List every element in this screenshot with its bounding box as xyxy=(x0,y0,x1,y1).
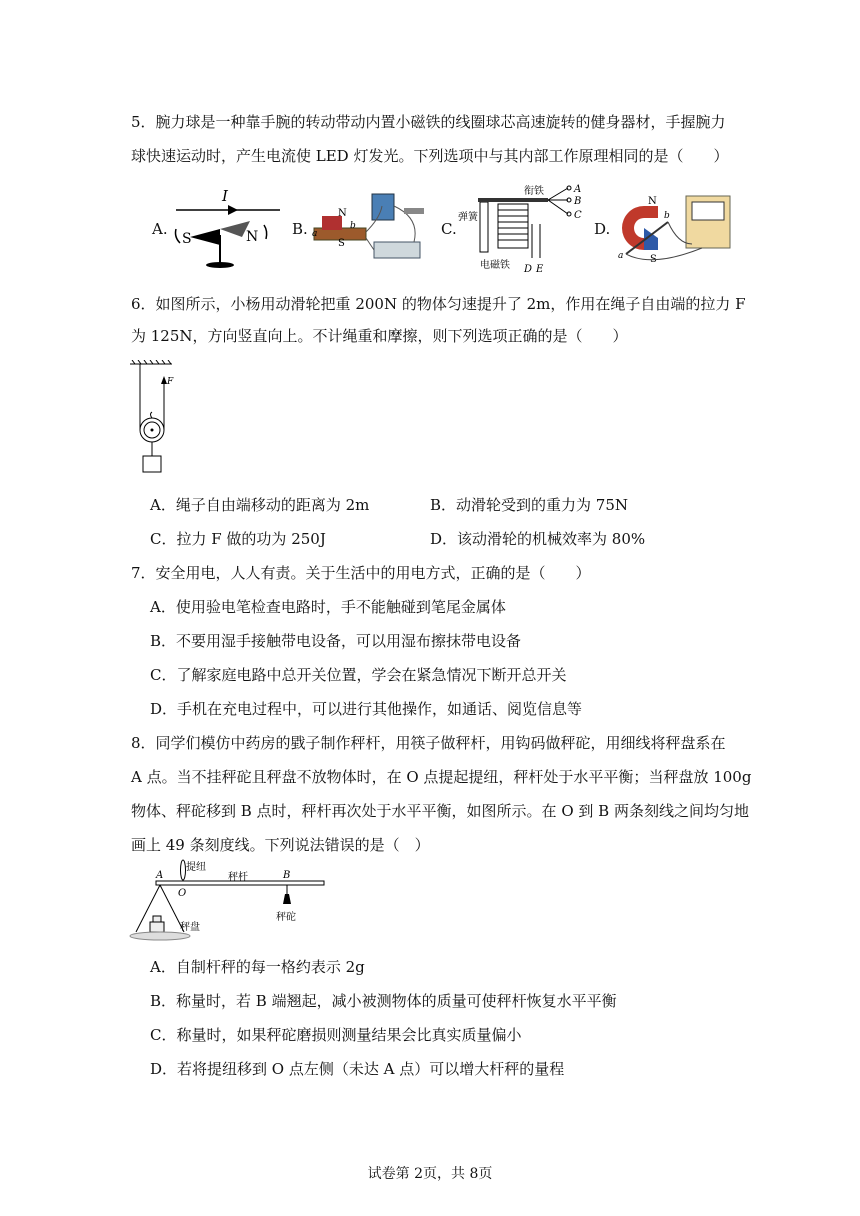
fig-d-b-label: b xyxy=(664,211,670,221)
q8-option-c[interactable]: C．称量时，如果秤砣磨损则测量结果会比真实质量偏小 xyxy=(150,1026,522,1044)
fig-c-c-label: C xyxy=(574,210,582,221)
q6-text-line2: 为 125N，方向竖直向上。不计绳重和摩擦，则下列选项正确的是（ ） xyxy=(131,327,628,345)
q5-option-a-label[interactable]: A. xyxy=(152,220,168,238)
q5-figure-c xyxy=(458,180,588,275)
fig-a-s-label: S xyxy=(182,231,192,247)
fig-a-current-label: I xyxy=(222,187,228,205)
fig-d-a-label: a xyxy=(618,251,624,261)
fig-b-n-label: N xyxy=(338,208,347,219)
q8-point-b-label: B xyxy=(283,870,291,881)
q6-option-b[interactable]: B．动滑轮受到的重力为 75N xyxy=(430,496,629,514)
fig-c-electromagnet-label: 电磁铁 xyxy=(480,260,510,271)
q8-point-a-label: A xyxy=(156,870,164,881)
fig-c-e-label: E xyxy=(536,264,544,275)
fig-c-b-label: B xyxy=(574,196,582,207)
q6-option-d[interactable]: D．该动滑轮的机械效率为 80% xyxy=(430,530,646,548)
q7-option-c[interactable]: C．了解家庭电路中总开关位置，学会在紧急情况下断开总开关 xyxy=(150,666,567,684)
q8-pan-label: 秤盘 xyxy=(180,922,200,933)
q8-steelyard-figure xyxy=(128,858,328,948)
q7-text-line1: 7．安全用电，人人有责。关于生活中的用电方式，正确的是（ ） xyxy=(131,564,591,582)
q6-option-c[interactable]: C．拉力 F 做的功为 250J xyxy=(150,530,326,548)
q5-figure-b xyxy=(310,188,435,268)
q8-option-a[interactable]: A．自制杆秤的每一格约表示 2g xyxy=(150,958,365,976)
q8-text-line4: 画上 49 条刻度线。下列说法错误的是（ ） xyxy=(131,836,430,854)
q6-pulley-figure xyxy=(128,360,188,480)
q8-point-o-label: O xyxy=(178,888,187,899)
q7-option-b[interactable]: B．不要用湿手接触带电设备，可以用湿布擦抹带电设备 xyxy=(150,632,522,650)
page-footer: 试卷第 2页，共 8页 xyxy=(367,1166,493,1182)
q6-force-label: F xyxy=(167,377,174,387)
q6-text-line1: 6．如图所示，小杨用动滑轮把重 200N 的物体匀速提升了 2m，作用在绳子自由端的拉力 F xyxy=(131,295,746,313)
fig-a-n-label: N xyxy=(246,229,259,245)
q8-option-b[interactable]: B．称量时，若 B 端翘起，减小被测物体的质量可使秤杆恢复水平平衡 xyxy=(150,992,617,1010)
q8-knob-label: 提纽 xyxy=(186,862,206,873)
q5-option-b-label[interactable]: B. xyxy=(292,220,308,238)
q8-text-line3: 物体、秤砣移到 B 点时，秤杆再次处于水平平衡，如图所示。在 O 到 B 两条刻线之间均匀地 xyxy=(131,802,749,820)
q5-figure-d xyxy=(612,188,737,268)
q8-weight-label: 秤砣 xyxy=(276,912,296,923)
q5-text-line1: 5．腕力球是一种靠手腕的转动带动内置小磁铁的线圈球芯高速旋转的健身器材，手握腕力 xyxy=(131,113,726,131)
fig-b-a-label: a xyxy=(312,229,318,239)
fig-b-s-label: S xyxy=(338,238,345,249)
fig-d-n-label: N xyxy=(648,196,657,207)
q8-text-line2: A 点。当不挂秤砣且秤盘不放物体时，在 O 点提起提纽，秤杆处于水平平衡；当秤盘放 100g xyxy=(131,768,752,786)
q5-option-c-label[interactable]: C. xyxy=(441,220,457,238)
fig-c-spring-label: 弹簧 xyxy=(458,212,478,223)
fig-c-a-label: A xyxy=(574,184,582,195)
fig-c-armature-label: 衔铁 xyxy=(524,186,544,197)
fig-b-b-label: b xyxy=(350,221,356,231)
fig-c-d-label: D xyxy=(524,264,533,275)
q7-option-d[interactable]: D．手机在充电过程中，可以进行其他操作，如通话、阅览信息等 xyxy=(150,700,583,718)
q8-rod-label: 秤杆 xyxy=(228,872,248,883)
q8-option-d[interactable]: D．若将提纽移到 O 点左侧（未达 A 点）可以增大杆秤的量程 xyxy=(150,1060,565,1078)
fig-d-s-label: S xyxy=(650,254,657,265)
q8-text-line1: 8．同学们模仿中药房的戥子制作秤杆，用筷子做秤杆，用钩码做秤砣，用细线将秤盘系在 xyxy=(131,734,726,752)
q6-option-a[interactable]: A．绳子自由端移动的距离为 2m xyxy=(150,496,370,514)
q7-option-a[interactable]: A．使用验电笔检查电路时，手不能触碰到笔尾金属体 xyxy=(150,598,506,616)
q5-option-d-label[interactable]: D. xyxy=(594,220,611,238)
q5-text-line2: 球快速运动时，产生电流使 LED 灯发光。下列选项中与其内部工作原理相同的是（ ） xyxy=(131,147,729,165)
q5-figure-a xyxy=(170,185,285,270)
